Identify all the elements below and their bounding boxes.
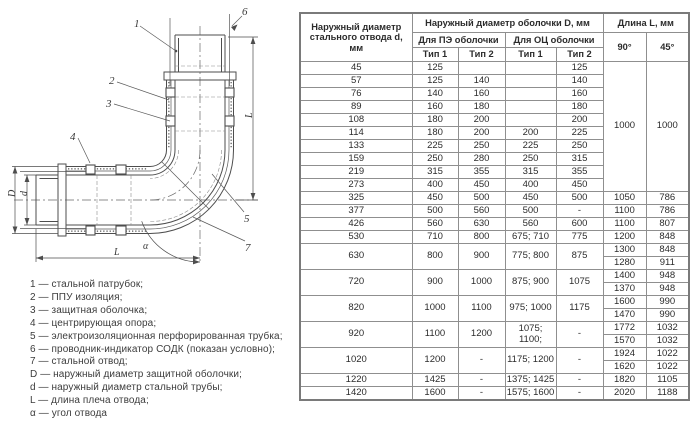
legend-item: L — длина плеча отвода; [30, 395, 149, 407]
table-cell: 820 [300, 296, 412, 322]
leader-arrow [231, 25, 238, 32]
table-cell: 1075; 1100; [505, 322, 556, 348]
table-cell: 1600 [412, 387, 458, 401]
table-cell: 990 [646, 296, 689, 309]
table-cell: 1032 [646, 322, 689, 335]
table-cell: 125 [556, 62, 603, 75]
table-cell: 911 [646, 257, 689, 270]
header-angle-90: 90° [603, 33, 646, 62]
table-cell: 948 [646, 283, 689, 296]
dim-arrow [251, 193, 256, 200]
table-cell: - [556, 348, 603, 374]
header-length-group: Длина L, мм [603, 13, 689, 33]
table-cell: - [556, 322, 603, 348]
table-cell: 1050 [603, 192, 646, 205]
centering-support [116, 165, 126, 174]
table-cell: 1820 [603, 374, 646, 387]
header-casing-diameter-group: Наружный диаметр оболочки D, мм [412, 13, 603, 33]
table-row [300, 231, 689, 244]
legend-item: 3 — защитная оболочка; [30, 304, 148, 316]
table-cell: 450 [556, 179, 603, 192]
table-cell: 315 [556, 153, 603, 166]
table-cell: 2020 [603, 387, 646, 401]
table-cell: 1772 [603, 322, 646, 335]
callout-3: 3 [106, 98, 112, 110]
table-row [300, 322, 689, 335]
table-cell: 355 [458, 166, 505, 179]
header-steel-diameter: Наружный диаметр стального отвода d, мм [300, 13, 412, 62]
table-row [300, 387, 689, 401]
table-cell: 630 [300, 244, 412, 270]
table-cell: - [556, 374, 603, 387]
table-cell [505, 114, 556, 127]
table-cell: 250 [556, 140, 603, 153]
table-cell: 975; 1000 [505, 296, 556, 322]
dim-arrow [251, 37, 256, 44]
elbow-technical-drawing [0, 0, 300, 278]
callout-4: 4 [70, 131, 76, 143]
table-cell: 1000 [603, 62, 646, 192]
table-cell: 920 [300, 322, 412, 348]
table-cell: 1188 [646, 387, 689, 401]
centering-support [166, 116, 175, 126]
table-cell: 1175; 1200 [505, 348, 556, 374]
table-cell: 1175 [556, 296, 603, 322]
callout-2: 2 [109, 75, 115, 87]
table-cell: 426 [300, 218, 412, 231]
table-cell: 1000 [412, 296, 458, 322]
table-row [300, 244, 689, 257]
table-cell: 1420 [300, 387, 412, 401]
header-type2: Тип 2 [556, 48, 603, 62]
table-cell: 800 [412, 244, 458, 270]
table-cell: 600 [556, 218, 603, 231]
table-cell: 250 [458, 140, 505, 153]
table-cell: 1022 [646, 361, 689, 374]
table-cell: 948 [646, 270, 689, 283]
table-cell: 315 [412, 166, 458, 179]
table-cell: 710 [412, 231, 458, 244]
table-cell: - [458, 348, 505, 374]
table-cell: 160 [556, 88, 603, 101]
table-cell: 1100 [458, 296, 505, 322]
table-cell: 1100 [603, 205, 646, 218]
leader-dot [175, 50, 178, 53]
callout-5: 5 [244, 213, 250, 225]
table-cell: 875; 900 [505, 270, 556, 296]
table-cell: 280 [458, 153, 505, 166]
table-cell: 225 [412, 140, 458, 153]
table-cell: 377 [300, 205, 412, 218]
header-type1: Тип 1 [412, 48, 458, 62]
bend-miter-seam [162, 162, 209, 209]
table-cell: 675; 710 [505, 231, 556, 244]
table-cell: 1620 [603, 361, 646, 374]
table-cell: 140 [412, 88, 458, 101]
table-cell: 1105 [646, 374, 689, 387]
table-cell: 1075 [556, 270, 603, 296]
legend-item: 5 — электроизоляционная перфорированная трубка; [30, 330, 283, 342]
table-cell: 76 [300, 88, 412, 101]
dim-arrow [13, 227, 18, 234]
table-cell: 1280 [603, 257, 646, 270]
table-cell: 160 [412, 101, 458, 114]
table-row [300, 62, 689, 75]
table-cell: 125 [412, 75, 458, 88]
table-cell: 560 [412, 218, 458, 231]
header-type2: Тип 2 [458, 48, 505, 62]
table-cell: 1600 [603, 296, 646, 309]
legend-item: 6 — проводник-индикатор СОДК (показан условно); [30, 343, 276, 355]
callout-7: 7 [245, 242, 251, 254]
angle-alpha-label: α [143, 241, 149, 252]
table-cell: 180 [556, 101, 603, 114]
table-cell: 720 [300, 270, 412, 296]
table-cell: 114 [300, 127, 412, 140]
table-cell: 800 [458, 231, 505, 244]
table-row [300, 192, 689, 205]
table-cell: 45 [300, 62, 412, 75]
table-cell: 325 [300, 192, 412, 205]
legend-item: 2 — ППУ изоляция; [30, 291, 123, 303]
legend [30, 279, 310, 421]
table-cell: 786 [646, 192, 689, 205]
dim-arrow [13, 167, 18, 174]
table-cell: 775; 800 [505, 244, 556, 270]
table-cell: 1000 [458, 270, 505, 296]
table-cell: 200 [458, 114, 505, 127]
table-cell: 530 [300, 231, 412, 244]
legend-item: 1 — стальной патрубок; [30, 279, 144, 290]
table-cell: 140 [458, 75, 505, 88]
table-cell: 1100 [603, 218, 646, 231]
table-cell: 875 [556, 244, 603, 270]
table-cell: 315 [505, 166, 556, 179]
table-cell: 1575; 1600 [505, 387, 556, 401]
table-row [300, 374, 689, 387]
table-cell: 1000 [646, 62, 689, 192]
table-cell: 1200 [458, 322, 505, 348]
table-cell: 1022 [646, 348, 689, 361]
table-cell: 273 [300, 179, 412, 192]
table-cell: 1400 [603, 270, 646, 283]
legend-item: α — угол отвода [30, 408, 108, 420]
legend-item: d — наружный диаметр стальной трубы; [30, 382, 223, 394]
table-row [300, 348, 689, 361]
table-row [300, 218, 689, 231]
dim-arrow [25, 175, 30, 182]
table-cell: 1200 [603, 231, 646, 244]
legend-item: D — наружный диаметр защитной оболочки; [30, 369, 242, 381]
table-row [300, 296, 689, 309]
table-cell: 1370 [603, 283, 646, 296]
table-cell: 1100 [412, 322, 458, 348]
table-cell: - [556, 387, 603, 401]
table-cell: 500 [505, 205, 556, 218]
table-cell: 1032 [646, 335, 689, 348]
table-cell [505, 62, 556, 75]
dim-D-label: D [7, 189, 18, 197]
centering-support [225, 116, 234, 126]
table-cell: 775 [556, 231, 603, 244]
table-cell: 57 [300, 75, 412, 88]
table-cell: 560 [505, 218, 556, 231]
table-cell: 180 [458, 101, 505, 114]
centering-support [86, 165, 95, 174]
centering-support [166, 88, 175, 97]
centering-support [86, 226, 95, 235]
table-cell: - [458, 387, 505, 401]
angle-arc [142, 221, 200, 262]
table-cell: 1470 [603, 309, 646, 322]
table-row [300, 270, 689, 283]
dim-arrow [36, 256, 43, 261]
table-cell: 848 [646, 244, 689, 257]
dim-arrow [193, 259, 200, 264]
header-pe-casing: Для ПЭ оболочки [412, 33, 505, 48]
table-cell [505, 88, 556, 101]
dim-L-right-label: L [244, 112, 255, 118]
table-cell: 400 [412, 179, 458, 192]
table-cell: 125 [412, 62, 458, 75]
table-cell: 560 [458, 205, 505, 218]
table-cell: - [458, 374, 505, 387]
dim-arrow [193, 256, 200, 261]
table-cell: 900 [458, 244, 505, 270]
table-cell [505, 75, 556, 88]
table-cell: 225 [505, 140, 556, 153]
table-cell: 1375; 1425 [506, 373, 555, 385]
table-cell: 1570 [603, 335, 646, 348]
table-cell: 500 [412, 205, 458, 218]
table-cell: 1200 [412, 348, 458, 374]
callout-6: 6 [242, 6, 248, 18]
table-cell: 160 [458, 88, 505, 101]
table-cell: 1924 [603, 348, 646, 361]
table-cell: 180 [412, 114, 458, 127]
table-cell: 807 [646, 218, 689, 231]
header-oc-casing: Для ОЦ оболочки [505, 33, 603, 48]
table-cell: - [556, 205, 603, 218]
table-cell: 225 [556, 127, 603, 140]
table-cell: 500 [556, 192, 603, 205]
centering-support [225, 88, 234, 97]
table-cell: 355 [556, 166, 603, 179]
table-cell: 200 [458, 127, 505, 140]
header-angle-45: 45° [646, 33, 689, 62]
table-cell: 450 [458, 179, 505, 192]
table-cell: 400 [505, 179, 556, 192]
table-cell: 108 [300, 114, 412, 127]
dim-arrow [25, 218, 30, 225]
legend-item: 4 — центрирующая опора; [30, 317, 157, 329]
table-cell: 990 [646, 309, 689, 322]
table-cell: 159 [300, 153, 412, 166]
table-cell [458, 62, 505, 75]
casing-collar-left [58, 164, 66, 236]
table-cell: 200 [505, 127, 556, 140]
table-cell: 1020 [300, 348, 412, 374]
table-cell: 450 [505, 192, 556, 205]
table-cell: 786 [646, 205, 689, 218]
table-cell: 1425 [412, 374, 458, 387]
dim-d-label: d [19, 191, 30, 196]
table-cell: 500 [458, 192, 505, 205]
table-cell: 900 [412, 270, 458, 296]
table-row [300, 205, 689, 218]
table-cell: 180 [412, 127, 458, 140]
table-cell: 450 [412, 192, 458, 205]
header-type1: Тип 1 [505, 48, 556, 62]
table-cell: 1220 [300, 374, 412, 387]
table-cell: 250 [505, 153, 556, 166]
table-cell: 219 [300, 166, 412, 179]
table-cell: 630 [458, 218, 505, 231]
callout-leader-lines [78, 16, 245, 241]
table-cell: 140 [556, 75, 603, 88]
table-header-row [300, 13, 689, 33]
centering-support [116, 226, 126, 235]
table-cell: 89 [300, 101, 412, 114]
table-cell: 200 [556, 114, 603, 127]
table-cell: 848 [646, 231, 689, 244]
legend-item: 7 — стальной отвод; [30, 356, 128, 368]
table-cell [505, 101, 556, 114]
table-cell: 1300 [603, 244, 646, 257]
table-cell: 250 [412, 153, 458, 166]
dim-L-bottom-label: L [114, 247, 120, 258]
callout-1: 1 [134, 18, 140, 30]
dimensions-table [299, 12, 690, 401]
table-cell: 133 [300, 140, 412, 153]
